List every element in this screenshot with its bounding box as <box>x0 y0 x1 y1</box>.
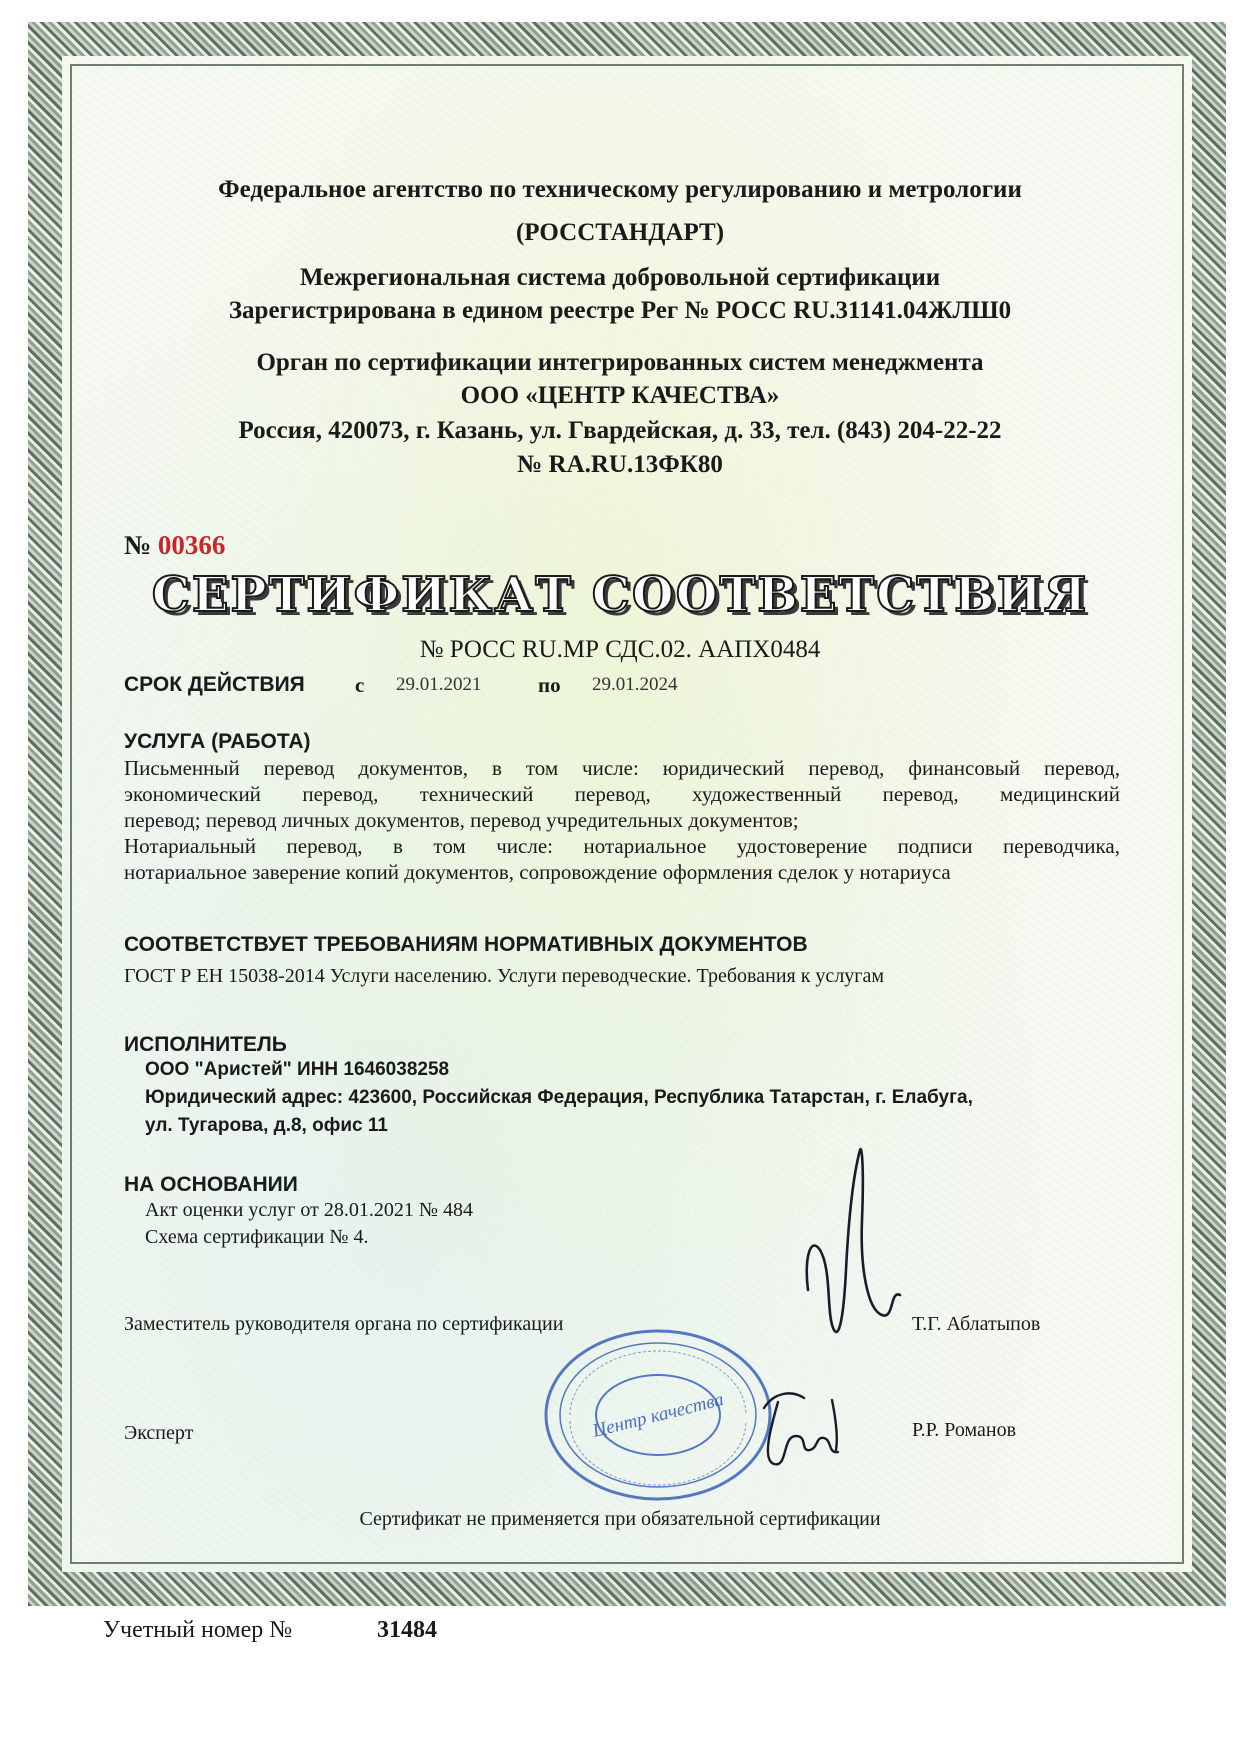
certificate-footnote: Сертификат не применяется при обязательной сертификации <box>359 1508 881 1530</box>
service-line: перевод; перевод личных документов, перевод учредительных документов; <box>124 808 799 832</box>
validity-from-date: 29.01.2021 <box>396 674 482 695</box>
service-line: Письменный перевод документов, в том числе: юридический перевод, финансовый перевод, <box>124 756 1120 780</box>
executor-company: ООО "Аристей" ИНН 1646038258 <box>145 1059 450 1080</box>
service-line: экономический перевод, технический перевод, художественный перевод, медицинский <box>124 782 1120 806</box>
service-line: Нотариальный перевод, в том числе: нотариальное удостоверение подписи переводчика, <box>124 834 1120 858</box>
basis-act: Акт оценки услуг от 28.01.2021 № 484 <box>145 1199 473 1221</box>
organization-address: Россия, 420073, г. Казань, ул. Гвардейская, д. 33, тел. (843) 204-22-22 <box>238 417 1002 444</box>
agency-abbr: (РОССТАНДАРТ) <box>515 219 725 246</box>
service-description <box>124 755 1120 885</box>
expert-name: Р.Р. Романов <box>912 1419 1017 1441</box>
account-number: 31484 <box>377 1617 437 1643</box>
deputy-role: Заместитель руководителя органа по сертификации <box>124 1313 564 1335</box>
validity-to-label: по <box>538 673 561 697</box>
organization-stamp <box>540 1325 776 1505</box>
organization-name: ООО «ЦЕНТР КАЧЕСТВА» <box>460 382 780 409</box>
stamp-center-text: Центр качества <box>590 1389 726 1442</box>
conformity-standard: ГОСТ Р ЕН 15038-2014 Услуги населению. Услуги переводческие. Требования к услугам <box>124 965 885 987</box>
service-heading: УСЛУГА (РАБОТА) <box>124 730 311 753</box>
cert-body-name: Орган по сертификации интегрированных систем менеджмента <box>256 349 984 376</box>
account-number-label: Учетный номер № <box>103 1617 293 1643</box>
serial-prefix: № <box>124 530 152 560</box>
agency-name: Федеральное агентство по техническому регулированию и метрологии <box>218 176 1022 203</box>
validity-from-label: с <box>355 673 365 697</box>
system-name: Межрегиональная система добровольной сертификации <box>299 264 941 291</box>
validity-to-date: 29.01.2024 <box>592 674 678 695</box>
basis-scheme: Схема сертификации № 4. <box>145 1226 369 1248</box>
accreditation-number: № RA.RU.13ФК80 <box>517 451 723 478</box>
certificate-title: СЕРТИФИКАТ СООТВЕТСТВИЯ <box>151 567 1089 623</box>
validity-label: СРОК ДЕЙСТВИЯ <box>124 673 305 696</box>
expert-role: Эксперт <box>124 1422 194 1444</box>
certificate-serial <box>124 530 225 561</box>
executor-address-line1: Юридический адрес: 423600, Российская Федерация, Республика Татарстан, г. Елабуга, <box>145 1087 973 1108</box>
service-line: нотариальное заверение копий документов, сопровождение оформления сделок у нотариуса <box>124 860 951 884</box>
basis-heading: НА ОСНОВАНИИ <box>124 1173 298 1196</box>
deputy-name: Т.Г. Аблатыпов <box>912 1313 1041 1335</box>
executor-address-line2: ул. Тугарова, д.8, офис 11 <box>145 1115 388 1136</box>
deputy-signature <box>790 1140 920 1360</box>
serial-number: 00366 <box>157 530 226 560</box>
registration-number: № РОСС RU.МР СДС.02. ААПХ0484 <box>419 636 821 663</box>
registry-line: Зарегистрирована в едином реестре Рег № РОСС RU.31141.04ЖЛШ0 <box>228 297 1012 324</box>
conformity-heading: СООТВЕТСТВУЕТ ТРЕБОВАНИЯМ НОРМАТИВНЫХ ДОКУМЕНТОВ <box>124 933 808 956</box>
expert-signature <box>752 1380 852 1480</box>
executor-heading: ИСПОЛНИТЕЛЬ <box>124 1033 287 1056</box>
